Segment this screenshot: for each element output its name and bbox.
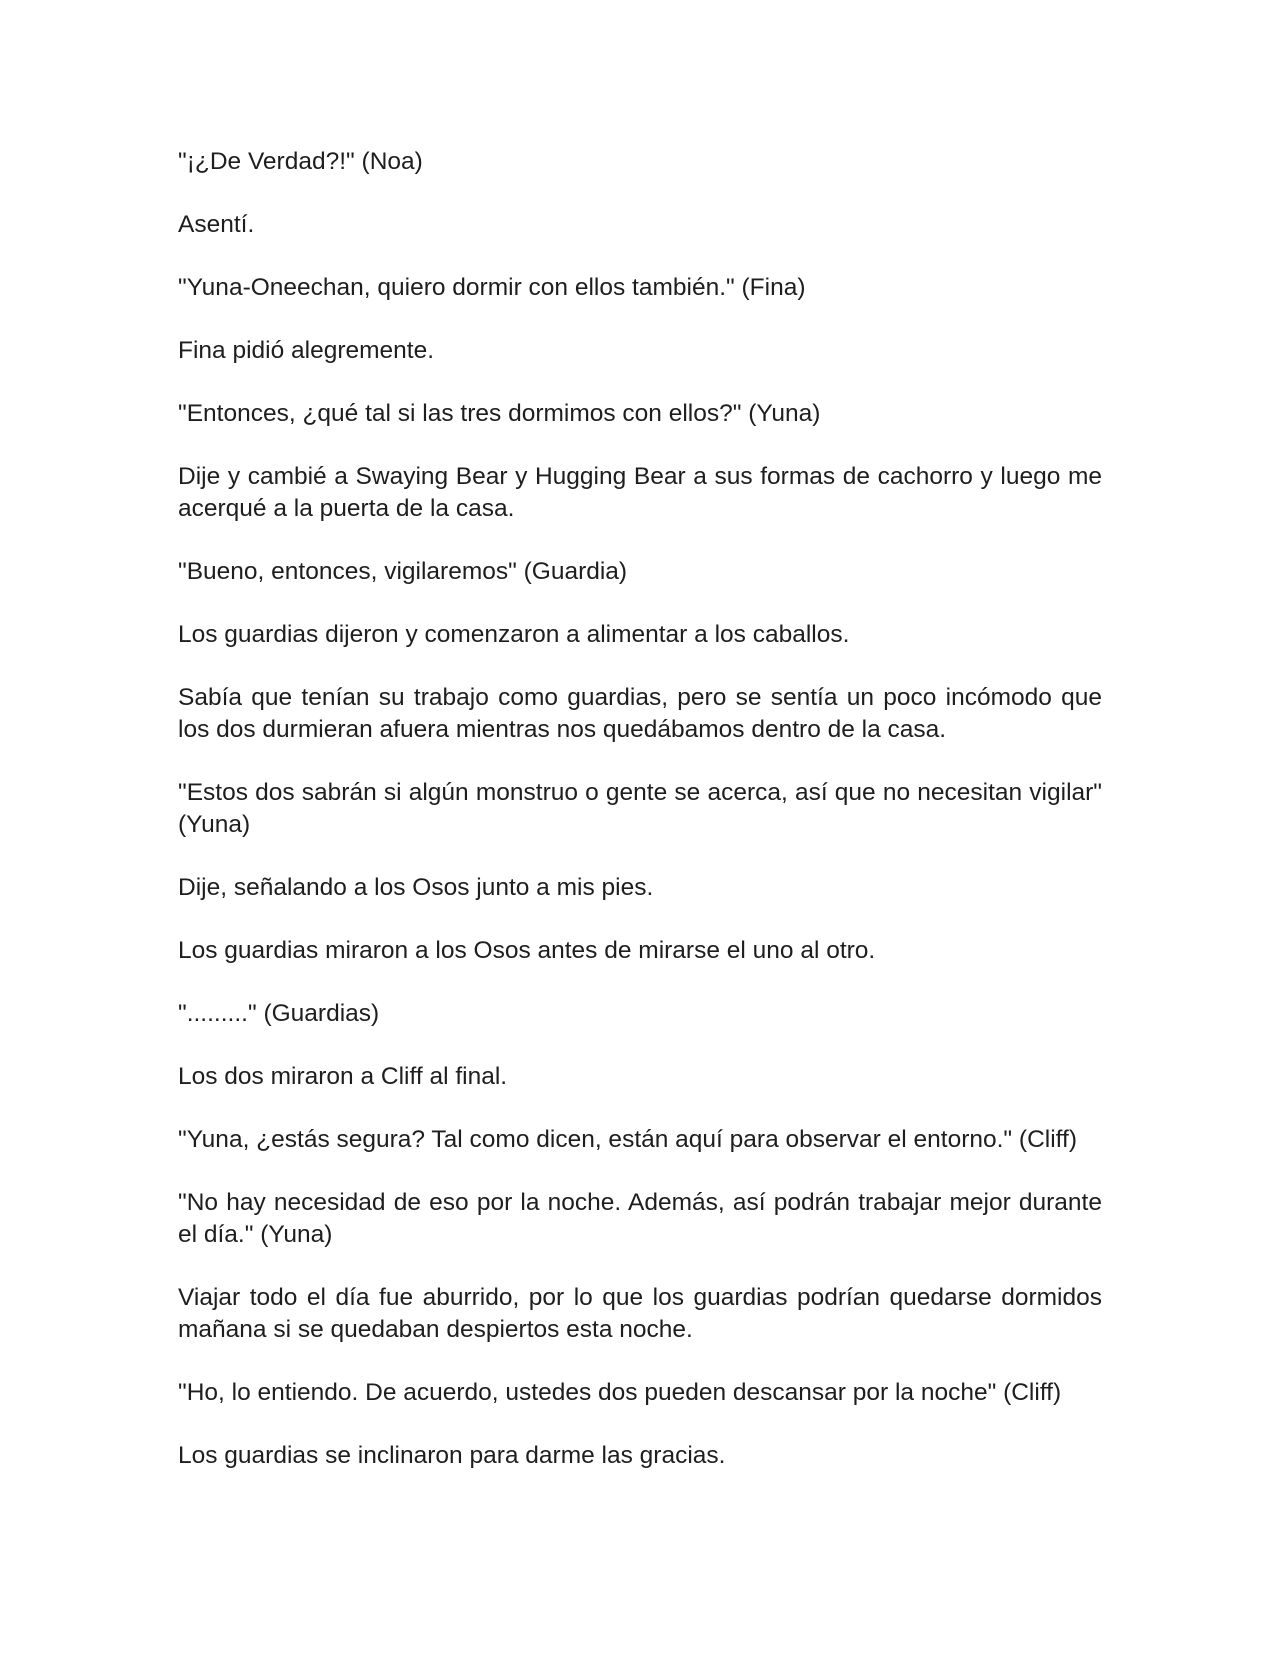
paragraph: "Bueno, entonces, vigilaremos" (Guardia) [178, 558, 628, 585]
paragraph: "........." (Guardias) [178, 1000, 380, 1027]
paragraph: "Estos dos sabrán si algún monstruo o gente se acerca, así que no necesitan vigilar" (Yuna) [178, 779, 1102, 838]
paragraph: "¡¿De Verdad?!" (Noa) [178, 148, 423, 175]
paragraph: "Yuna, ¿estás segura? Tal como dicen, están aquí para observar el entorno." (Cliff) [178, 1126, 1077, 1153]
paragraph: "Yuna-Oneechan, quiero dormir con ellos también." (Fina) [178, 274, 806, 301]
paragraph: Los dos miraron a Cliff al final. [178, 1063, 508, 1090]
text-body [178, 146, 1102, 1503]
paragraph: Asentí. [178, 211, 255, 238]
paragraph: "No hay necesidad de eso por la noche. Además, así podrán trabajar mejor durante el día." (Yuna) [178, 1189, 1102, 1248]
paragraph: Sabía que tenían su trabajo como guardias, pero se sentía un poco incómodo que los dos durmieran afuera mientras nos quedábamos dentro de la casa. [178, 684, 1102, 743]
paragraph: Fina pidió alegremente. [178, 337, 435, 364]
paragraph: Los guardias se inclinaron para darme las gracias. [178, 1442, 726, 1469]
paragraph: "Entonces, ¿qué tal si las tres dormimos con ellos?" (Yuna) [178, 400, 821, 427]
paragraph: Dije, señalando a los Osos junto a mis pies. [178, 874, 654, 901]
paragraph: "Ho, lo entiendo. De acuerdo, ustedes dos pueden descansar por la noche" (Cliff) [178, 1379, 1062, 1406]
paragraph: Los guardias dijeron y comenzaron a alimentar a los caballos. [178, 621, 850, 648]
paragraph: Los guardias miraron a los Osos antes de mirarse el uno al otro. [178, 937, 876, 964]
paragraph: Dije y cambié a Swaying Bear y Hugging Bear a sus formas de cachorro y luego me acerqué a la puerta de la casa. [178, 463, 1102, 522]
paragraph: Viajar todo el día fue aburrido, por lo que los guardias podrían quedarse dormidos mañana si se quedaban despiertos esta noche. [178, 1284, 1102, 1343]
